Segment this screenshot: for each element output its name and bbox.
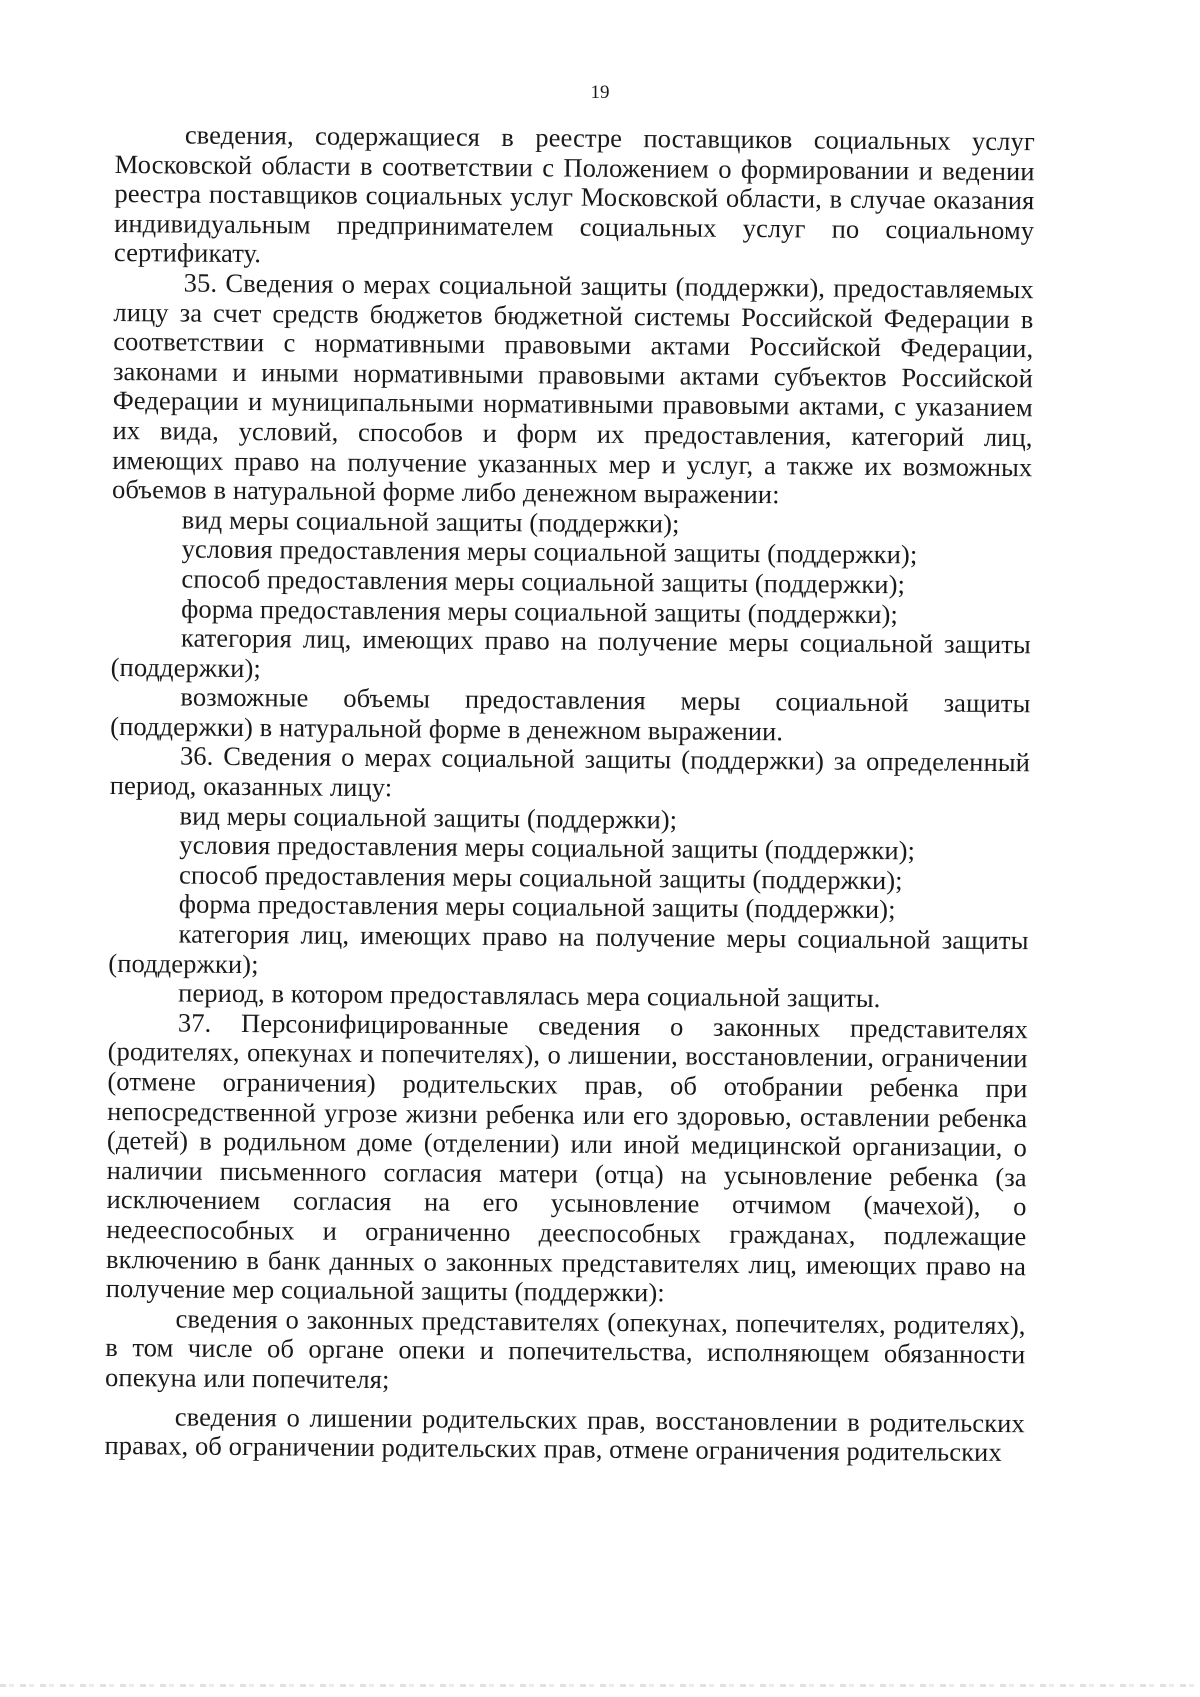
- page-number: 19: [590, 82, 610, 103]
- list-item: период, в котором предоставлялась мера социальной защиты.: [178, 977, 881, 1014]
- list-item: категория лиц, имеющих право на получение меры социальной защиты (поддержки);: [108, 918, 1029, 979]
- paragraph-registry-info: сведения, содержащиеся в реестре поставщиков социальных услуг Московской области в соответствии с Положением о формировании и ведении реестра поставщиков социальных услуг Московской области, в случае оказания индивидуальным предпринимателем социальных услуг по социальному сертификату.: [113, 119, 1035, 269]
- list-item: форма предоставления меры социальной защиты (поддержки);: [181, 593, 899, 629]
- paragraph-37: 37. Персонифицированные сведения о законных представителях (родителях, опекунах и попечителях), о лишении, восстановлении, ограничении (отмене ограничения) родительских прав, об отобрании ребенка при непосредственной угрозе жизни ребенка или его здоровью, оставлении ребенка (детей) в родильном доме (отделении) или иной медицинской организации, о наличии письменного согласия матери (отца) на усыновление ребенка (за исключением согласия на его усыновление отчимом (мачехой), о недееспособных и ограниченно дееспособных гражданах, подлежащие включению в банк данных о законных представителях лиц, имеющих право на получение мер социальной защиты (поддержки):: [105, 1007, 1029, 1308]
- list-item: форма предоставления меры социальной защиты (поддержки);: [178, 888, 896, 925]
- list-item: категория лиц, имеющих право на получение меры социальной защиты (поддержки);: [110, 622, 1032, 683]
- list-item: возможные объемы предоставления меры социальной защиты (поддержки) в натуральной форме в денежном выражении.: [110, 681, 1031, 747]
- list-item: вид меры социальной защиты (поддержки);: [181, 504, 680, 539]
- document-body: [104, 120, 1035, 1468]
- list-item: условия предоставления меры социальной защиты (поддержки);: [181, 533, 918, 570]
- paragraph-35: 35. Сведения о мерах социальной защиты (поддержки), предоставляемых лицу за счет средств бюджетов бюджетной системы Российской Федерации в соответствии с нормативными правовыми актами Российской Федерации, законами и иными нормативными правовыми актами субъектов Российской Федерации и муниципальными нормативными правовыми актами, с указанием их вида, условий, способов и форм их предоставления, категорий лиц, имеющих право на получение указанных мер и услуг, а также их возможных объемов в натуральной форме либо денежном выражении:: [111, 267, 1034, 510]
- list-item: сведения о лишении родительских прав, восстановлении в родительских правах, об ограничении родительских прав, отмене ограничения родительских: [104, 1401, 1025, 1468]
- list-item: способ предоставления меры социальной защиты (поддержки);: [181, 563, 906, 600]
- list-item: вид меры социальной защиты (поддержки);: [179, 800, 678, 835]
- list-item: способ предоставления меры социальной защиты (поддержки);: [178, 859, 903, 896]
- list-item: сведения о законных представителях (опекунах, попечителях, родителях), в том числе об органе опеки и попечительства, исполняющем обязанности опекуна или попечителя;: [105, 1303, 1026, 1395]
- list-item: условия предоставления меры социальной защиты (поддержки);: [179, 829, 916, 866]
- scan-edge-artifact: [0, 1684, 1200, 1687]
- paragraph-36: 36. Сведения о мерах социальной защиты (поддержки) за определенный период, оказанных лицу:: [109, 740, 1031, 803]
